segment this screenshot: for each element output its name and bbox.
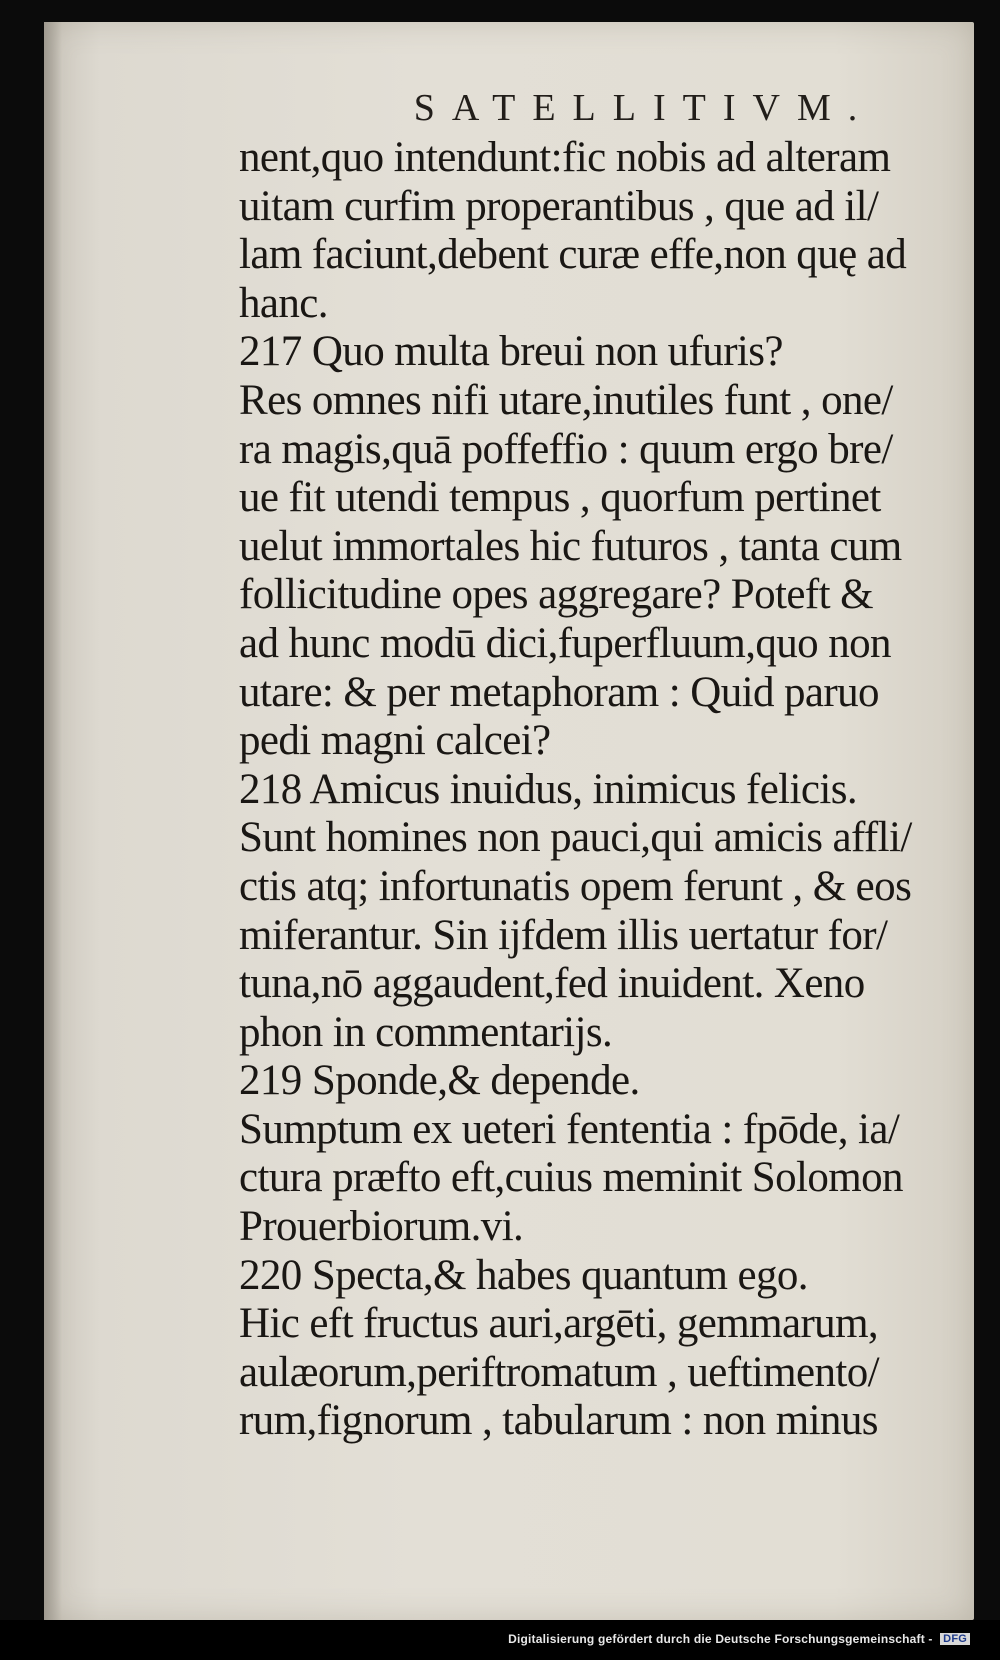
digitization-credit (508, 1632, 970, 1646)
body-text (239, 134, 999, 1446)
text-line: Sumptum ex ueteri fententia : fpōde, ia/ (239, 1105, 900, 1153)
text-line: Sunt homines non pauci,qui amicis affli/ (239, 814, 912, 862)
text-line: ra magis,quā poffeffio : quum ergo bre/ (239, 425, 893, 473)
text-line: 218 Amicus inuidus, inimicus felicis. (239, 765, 857, 813)
text-line: Res omnes nifi utare,inutiles funt , one/ (239, 376, 893, 424)
text-line: utare: & per metaphoram : Quid paruo (239, 668, 879, 716)
text-line: uelut immortales hic futuros , tanta cum (239, 522, 902, 570)
text-line: pedi magni calcei? (239, 717, 551, 765)
text-line: lam faciunt,debent curæ effe,non quę ad (239, 231, 907, 279)
text-line: hanc. (239, 279, 328, 327)
text-line: phon in commentarijs. (239, 1008, 613, 1056)
credit-text: Digitalisierung gefördert durch die Deutsche Forschungsgemeinschaft - (508, 1632, 933, 1646)
text-line: 219 Sponde,& depende. (239, 1057, 640, 1105)
text-line: ue fit utendi tempus , quorfum pertinet (239, 474, 881, 522)
text-line: nent,quo intendunt:fic nobis ad alteram (239, 134, 891, 181)
text-line: Hic eft fructus auri,argēti, gemmarum, (239, 1300, 879, 1348)
text-line: aulæorum,periftromatum , ueftimento/ (239, 1348, 879, 1396)
text-line: Prouerbiorum.vi. (239, 1203, 524, 1251)
text-line: rum,fignorum , tabularum : non minus (239, 1397, 878, 1445)
text-block (239, 82, 999, 1446)
text-line: uitam curfim properantibus , que ad il/ (239, 182, 879, 230)
page-spine-shadow (44, 22, 62, 1620)
dfg-logo: DFG (940, 1633, 970, 1645)
running-head: SATELLITIVM. (413, 87, 875, 129)
text-line: ctura præfto eft,cuius meminit Solomon (239, 1154, 903, 1202)
footer-strip (0, 1620, 1000, 1660)
text-line: 220 Specta,& habes quantum ego. (239, 1251, 808, 1299)
text-line: ctis atq; infortunatis opem ferunt , & eos (239, 862, 912, 910)
text-line: follicitudine opes aggregare? Poteft & (239, 571, 873, 619)
text-line: 217 Quo multa breui non ufuris? (239, 328, 783, 376)
text-line: miferantur. Sin ijfdem illis uertatur for/ (239, 911, 888, 959)
text-line: ad hunc modū dici,fuperfluum,quo non (239, 619, 891, 667)
text-line: tuna,nō aggaudent,fed inuident. Xeno (239, 960, 865, 1008)
book-page (44, 22, 974, 1620)
